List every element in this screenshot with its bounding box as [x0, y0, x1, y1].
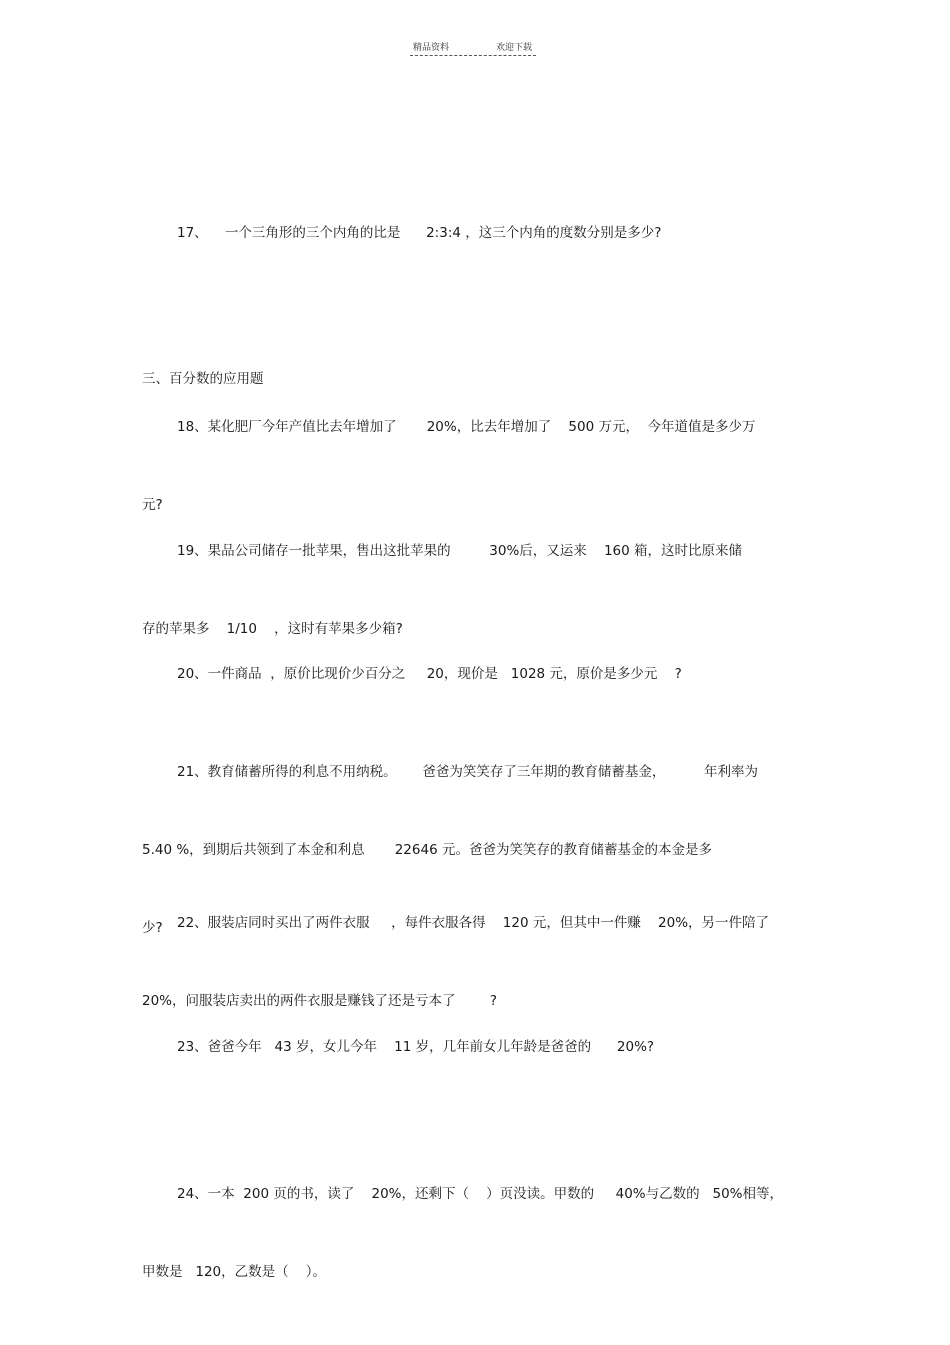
question-21-line-3: 少?	[142, 920, 163, 936]
question-24	[142, 1129, 802, 1311]
question-19-line-2: 存的苹果多 1/10 ，这时有苹果多少箱?	[142, 621, 403, 637]
question-18-line-1: 18、某化肥厂今年产值比去年增加了 20%，比去年增加了 500 万元， 今年道值是多少万	[177, 419, 756, 435]
question-21-line-1: 21、教育储蓄所得的利息不用纳税。 爸爸为笑笑存了三年期的教育储蓄基金， 年利率为	[177, 764, 759, 780]
question-21-line-2: 5.40 %，到期后共领到了本金和利息 22646 元。爸爸为笑笑存的教育储蓄基金的本金是多	[142, 842, 712, 858]
question-24-line-1: 24、一本 200 页的书，读了 20%，还剩下（ ）页没读。甲数的 40%与乙数的 50%相等，	[177, 1186, 783, 1202]
question-17-text: 17、 一个三角形的三个内角的比是 2:3:4 ，这三个内角的度数分别是多少?	[177, 225, 662, 241]
question-19-line-1: 19、果品公司储存一批苹果，售出这批苹果的 30%后，又运来 160 箱，这时比原来储	[177, 543, 743, 559]
question-17	[142, 168, 802, 272]
header-right-text: 欢迎下载	[496, 43, 533, 53]
question-22-line-1: 22、服装店同时买出了两件衣服 ，每件衣服各得 120 元，但其中一件赚 20%，另一件陪了	[177, 915, 770, 931]
question-23-text: 23、爸爸今年 43 岁，女儿今年 11 岁，几年前女儿年龄是爸爸的 20%?	[177, 1039, 655, 1055]
section-3-title: 三、百分数的应用题	[142, 371, 264, 387]
question-18-line-2: 元?	[142, 497, 163, 513]
question-20-text: 20、一件商品 ，原价比现价少百分之 20，现价是 1028 元，原价是多少元 ?	[177, 666, 682, 682]
question-22-line-2: 20%，问服装店卖出的两件衣服是赚钱了还是亏本了 ?	[142, 993, 498, 1009]
header-left-text: 精品资料	[413, 43, 450, 53]
question-24-line-2: 甲数是 120，乙数是（ ）。	[142, 1264, 327, 1280]
header-divider	[410, 55, 536, 56]
question-23	[142, 982, 802, 1086]
question-20	[142, 609, 802, 713]
